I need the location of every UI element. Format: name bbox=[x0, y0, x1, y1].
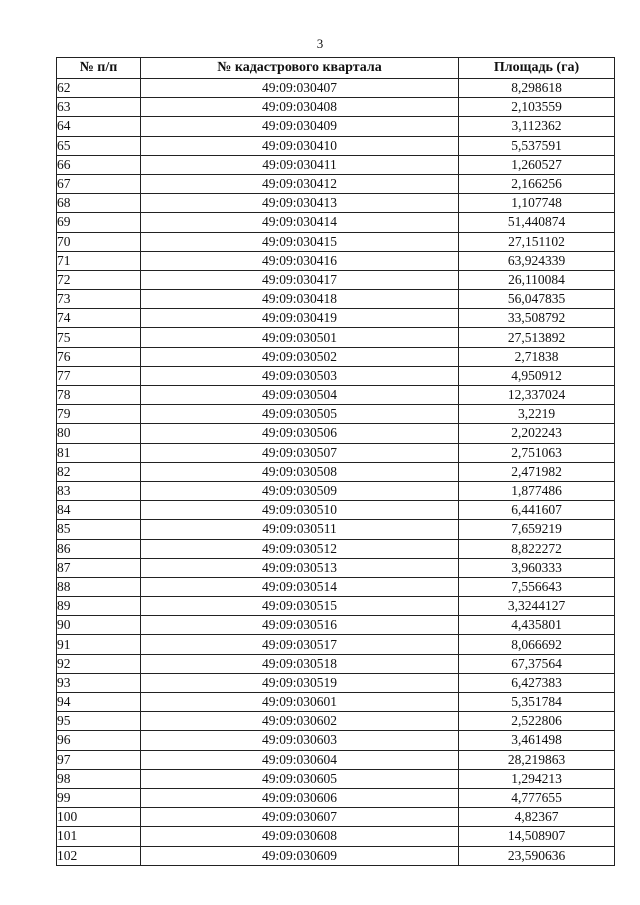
area-cell: 6,427383 bbox=[459, 673, 615, 692]
area-cell: 4,950912 bbox=[459, 366, 615, 385]
area-cell: 2,103559 bbox=[459, 98, 615, 117]
row-number-cell: 90 bbox=[57, 616, 141, 635]
table-row bbox=[57, 462, 615, 481]
table-row bbox=[57, 270, 615, 289]
cadastral-quarter-cell: 49:09:030409 bbox=[141, 117, 459, 136]
cadastral-quarter-cell: 49:09:030410 bbox=[141, 136, 459, 155]
cadastral-quarter-cell: 49:09:030601 bbox=[141, 693, 459, 712]
cadastral-quarter-cell: 49:09:030501 bbox=[141, 328, 459, 347]
cadastral-quarter-cell: 49:09:030418 bbox=[141, 290, 459, 309]
row-number-cell: 64 bbox=[57, 117, 141, 136]
row-number-cell: 73 bbox=[57, 290, 141, 309]
cadastral-quarter-cell: 49:09:030419 bbox=[141, 309, 459, 328]
cadastral-quarter-cell: 49:09:030514 bbox=[141, 577, 459, 596]
table-row bbox=[57, 520, 615, 539]
row-number-cell: 76 bbox=[57, 347, 141, 366]
table-row bbox=[57, 731, 615, 750]
table-row bbox=[57, 808, 615, 827]
cadastral-quarter-cell: 49:09:030511 bbox=[141, 520, 459, 539]
row-number-cell: 88 bbox=[57, 577, 141, 596]
cadastral-quarter-cell: 49:09:030513 bbox=[141, 558, 459, 577]
table-row bbox=[57, 213, 615, 232]
cadastral-quarter-cell: 49:09:030509 bbox=[141, 481, 459, 500]
table-row bbox=[57, 443, 615, 462]
table-row bbox=[57, 577, 615, 596]
row-number-cell: 96 bbox=[57, 731, 141, 750]
cadastral-quarter-cell: 49:09:030602 bbox=[141, 712, 459, 731]
cadastral-quarter-cell: 49:09:030411 bbox=[141, 155, 459, 174]
table-row bbox=[57, 366, 615, 385]
row-number-cell: 75 bbox=[57, 328, 141, 347]
area-cell: 3,3244127 bbox=[459, 597, 615, 616]
area-cell: 4,435801 bbox=[459, 616, 615, 635]
cadastral-quarter-cell: 49:09:030417 bbox=[141, 270, 459, 289]
area-cell: 3,2219 bbox=[459, 405, 615, 424]
row-number-cell: 92 bbox=[57, 654, 141, 673]
area-cell: 1,107748 bbox=[459, 194, 615, 213]
row-number-cell: 102 bbox=[57, 846, 141, 865]
cadastral-quarter-cell: 49:09:030502 bbox=[141, 347, 459, 366]
area-cell: 27,513892 bbox=[459, 328, 615, 347]
area-cell: 2,71838 bbox=[459, 347, 615, 366]
area-cell: 56,047835 bbox=[459, 290, 615, 309]
table-row bbox=[57, 597, 615, 616]
area-cell: 1,877486 bbox=[459, 481, 615, 500]
area-cell: 26,110084 bbox=[459, 270, 615, 289]
cadastral-quarter-cell: 49:09:030608 bbox=[141, 827, 459, 846]
header-row-number: № п/п bbox=[57, 58, 141, 79]
cadastral-quarter-cell: 49:09:030517 bbox=[141, 635, 459, 654]
cadastral-quarter-cell: 49:09:030609 bbox=[141, 846, 459, 865]
header-row bbox=[57, 58, 615, 79]
table-row bbox=[57, 693, 615, 712]
cadastral-quarter-cell: 49:09:030415 bbox=[141, 232, 459, 251]
cadastral-quarter-cell: 49:09:030407 bbox=[141, 79, 459, 98]
area-cell: 1,294213 bbox=[459, 769, 615, 788]
table-row bbox=[57, 750, 615, 769]
row-number-cell: 89 bbox=[57, 597, 141, 616]
row-number-cell: 74 bbox=[57, 309, 141, 328]
row-number-cell: 77 bbox=[57, 366, 141, 385]
row-number-cell: 87 bbox=[57, 558, 141, 577]
area-cell: 12,337024 bbox=[459, 386, 615, 405]
cadastral-quarter-cell: 49:09:030518 bbox=[141, 654, 459, 673]
row-number-cell: 85 bbox=[57, 520, 141, 539]
area-cell: 27,151102 bbox=[459, 232, 615, 251]
table-row bbox=[57, 712, 615, 731]
area-cell: 1,260527 bbox=[459, 155, 615, 174]
cadastral-quarter-cell: 49:09:030510 bbox=[141, 501, 459, 520]
area-cell: 7,659219 bbox=[459, 520, 615, 539]
row-number-cell: 100 bbox=[57, 808, 141, 827]
table-row bbox=[57, 98, 615, 117]
table-row bbox=[57, 194, 615, 213]
row-number-cell: 99 bbox=[57, 788, 141, 807]
table-row bbox=[57, 635, 615, 654]
row-number-cell: 63 bbox=[57, 98, 141, 117]
area-cell: 8,822272 bbox=[459, 539, 615, 558]
area-cell: 5,537591 bbox=[459, 136, 615, 155]
cadastral-quarter-cell: 49:09:030412 bbox=[141, 174, 459, 193]
area-cell: 67,37564 bbox=[459, 654, 615, 673]
cadastral-quarter-cell: 49:09:030606 bbox=[141, 788, 459, 807]
area-cell: 5,351784 bbox=[459, 693, 615, 712]
header-area: Площадь (га) bbox=[459, 58, 615, 79]
area-cell: 7,556643 bbox=[459, 577, 615, 596]
area-cell: 2,522806 bbox=[459, 712, 615, 731]
row-number-cell: 68 bbox=[57, 194, 141, 213]
cadastral-quarter-cell: 49:09:030505 bbox=[141, 405, 459, 424]
table-row bbox=[57, 424, 615, 443]
cadastral-quarter-cell: 49:09:030603 bbox=[141, 731, 459, 750]
table-header bbox=[57, 58, 615, 79]
table-row bbox=[57, 769, 615, 788]
table-row bbox=[57, 174, 615, 193]
row-number-cell: 83 bbox=[57, 481, 141, 500]
table-row bbox=[57, 481, 615, 500]
table-row bbox=[57, 558, 615, 577]
cadastral-quarters-table bbox=[56, 57, 615, 866]
area-cell: 8,066692 bbox=[459, 635, 615, 654]
cadastral-quarter-cell: 49:09:030512 bbox=[141, 539, 459, 558]
row-number-cell: 70 bbox=[57, 232, 141, 251]
row-number-cell: 80 bbox=[57, 424, 141, 443]
table-row bbox=[57, 827, 615, 846]
table-row bbox=[57, 328, 615, 347]
row-number-cell: 71 bbox=[57, 251, 141, 270]
cadastral-quarter-cell: 49:09:030504 bbox=[141, 386, 459, 405]
table-row bbox=[57, 117, 615, 136]
area-cell: 23,590636 bbox=[459, 846, 615, 865]
row-number-cell: 93 bbox=[57, 673, 141, 692]
table-row bbox=[57, 155, 615, 174]
row-number-cell: 84 bbox=[57, 501, 141, 520]
row-number-cell: 66 bbox=[57, 155, 141, 174]
area-cell: 28,219863 bbox=[459, 750, 615, 769]
cadastral-quarter-cell: 49:09:030408 bbox=[141, 98, 459, 117]
table-row bbox=[57, 232, 615, 251]
row-number-cell: 72 bbox=[57, 270, 141, 289]
table-row bbox=[57, 788, 615, 807]
area-cell: 8,298618 bbox=[459, 79, 615, 98]
page-number: 3 bbox=[316, 36, 324, 51]
area-cell: 2,471982 bbox=[459, 462, 615, 481]
table-body bbox=[57, 79, 615, 866]
cadastral-quarter-cell: 49:09:030506 bbox=[141, 424, 459, 443]
area-cell: 3,112362 bbox=[459, 117, 615, 136]
area-cell: 14,508907 bbox=[459, 827, 615, 846]
area-cell: 2,751063 bbox=[459, 443, 615, 462]
cadastral-quarter-cell: 49:09:030413 bbox=[141, 194, 459, 213]
cadastral-quarter-cell: 49:09:030605 bbox=[141, 769, 459, 788]
cadastral-quarter-cell: 49:09:030416 bbox=[141, 251, 459, 270]
row-number-cell: 65 bbox=[57, 136, 141, 155]
table-row bbox=[57, 79, 615, 98]
area-cell: 3,461498 bbox=[459, 731, 615, 750]
table-row bbox=[57, 405, 615, 424]
area-cell: 6,441607 bbox=[459, 501, 615, 520]
cadastral-quarter-cell: 49:09:030607 bbox=[141, 808, 459, 827]
table-row bbox=[57, 501, 615, 520]
table-row bbox=[57, 251, 615, 270]
table-row bbox=[57, 846, 615, 865]
row-number-cell: 79 bbox=[57, 405, 141, 424]
area-cell: 63,924339 bbox=[459, 251, 615, 270]
cadastral-quarter-cell: 49:09:030519 bbox=[141, 673, 459, 692]
cadastral-quarter-cell: 49:09:030604 bbox=[141, 750, 459, 769]
area-cell: 2,166256 bbox=[459, 174, 615, 193]
table-row bbox=[57, 290, 615, 309]
table-row bbox=[57, 309, 615, 328]
row-number-cell: 82 bbox=[57, 462, 141, 481]
header-cadastral-quarter: № кадастрового квартала bbox=[141, 58, 459, 79]
row-number-cell: 69 bbox=[57, 213, 141, 232]
area-cell: 33,508792 bbox=[459, 309, 615, 328]
row-number-cell: 91 bbox=[57, 635, 141, 654]
table-row bbox=[57, 616, 615, 635]
table-row bbox=[57, 136, 615, 155]
area-cell: 4,82367 bbox=[459, 808, 615, 827]
cadastral-quarter-cell: 49:09:030516 bbox=[141, 616, 459, 635]
cadastral-quarter-cell: 49:09:030414 bbox=[141, 213, 459, 232]
row-number-cell: 101 bbox=[57, 827, 141, 846]
row-number-cell: 86 bbox=[57, 539, 141, 558]
row-number-cell: 94 bbox=[57, 693, 141, 712]
row-number-cell: 81 bbox=[57, 443, 141, 462]
row-number-cell: 67 bbox=[57, 174, 141, 193]
row-number-cell: 97 bbox=[57, 750, 141, 769]
area-cell: 51,440874 bbox=[459, 213, 615, 232]
area-cell: 4,777655 bbox=[459, 788, 615, 807]
cadastral-quarter-cell: 49:09:030508 bbox=[141, 462, 459, 481]
area-cell: 2,202243 bbox=[459, 424, 615, 443]
row-number-cell: 62 bbox=[57, 79, 141, 98]
cadastral-quarter-cell: 49:09:030507 bbox=[141, 443, 459, 462]
table-row bbox=[57, 347, 615, 366]
area-cell: 3,960333 bbox=[459, 558, 615, 577]
cadastral-quarter-cell: 49:09:030515 bbox=[141, 597, 459, 616]
table-row bbox=[57, 673, 615, 692]
row-number-cell: 98 bbox=[57, 769, 141, 788]
row-number-cell: 95 bbox=[57, 712, 141, 731]
row-number-cell: 78 bbox=[57, 386, 141, 405]
table-row bbox=[57, 386, 615, 405]
cadastral-quarter-cell: 49:09:030503 bbox=[141, 366, 459, 385]
table-row bbox=[57, 539, 615, 558]
table-row bbox=[57, 654, 615, 673]
